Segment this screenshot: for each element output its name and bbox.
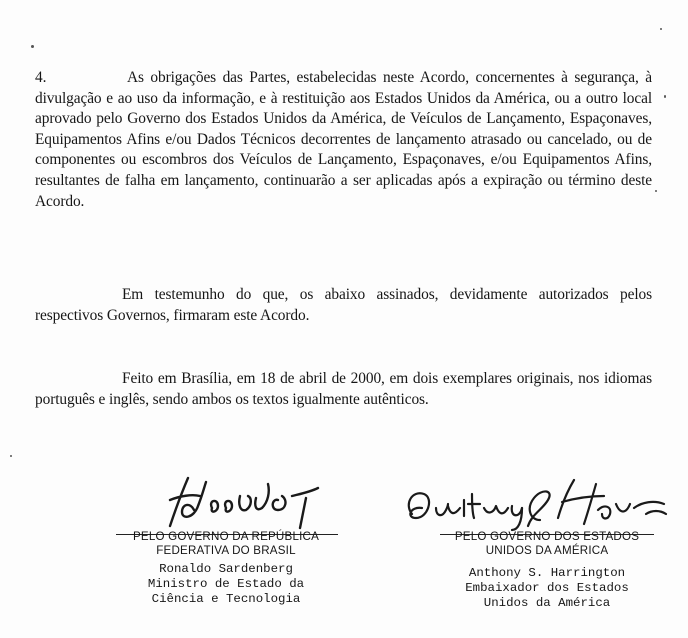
usa-signatory-name: Anthony S. Harrington [468, 566, 626, 580]
usa-signatory-title-line1: Embaixador dos Estados [465, 581, 629, 595]
signature-block [0, 470, 688, 630]
brazil-government-line1: PELO GOVERNO DA REPÚBLICA [132, 530, 320, 543]
brazil-signatory-title-line1: Ministro de Estado da [147, 577, 305, 591]
scan-speck [655, 190, 657, 192]
brazil-handwritten-signature [160, 470, 340, 532]
paragraph-4-text: As obrigações das Partes, estabelecidas neste Acordo, concernentes à segurança, à divulgação e ao uso da informação, e à restituição aos Estados Unidos da América, ou a outro local aprovado pelo Governo dos Estados Unidos da América, de Veículos de Lançamento, Espaçonaves, Equipamentos Afins e/ou Dados Técnicos decorrentes de lançamento atrasado ou cancelado, ou de componentes ou escombros dos Veículos de Lançamento, Espaçonaves, e/ou Equipamentos Afins, resultantes de falha em lançamento, continuarão a ser aplicadas após a expiração ou término deste Acordo. [35, 69, 652, 210]
scan-speck [660, 28, 662, 30]
paragraph-number: 4. [35, 69, 47, 86]
usa-handwritten-signature [398, 474, 668, 534]
scan-speck [31, 45, 34, 48]
brazil-signatory-title-line2: Ciência e Tecnologia [151, 592, 301, 606]
place-date-paragraph: Feito em Brasília, em 18 de abril de 2000, em dois exemplares originais, nos idiomas português e inglês, sendo ambos os textos igualmente autênticos. [35, 370, 652, 408]
usa-government-line2: UNIDOS DA AMÉRICA [485, 544, 609, 557]
brazil-signatory-name: Ronaldo Sardenberg [159, 562, 293, 576]
usa-signatory-title-line2: Unidos da América [483, 596, 611, 610]
testimony-paragraph: Em testemunho do que, os abaixo assinados, devidamente autorizados pelos respectivos Governos, firmaram este Acordo. [35, 286, 652, 324]
usa-government-line1: PELO GOVERNO DOS ESTADOS [454, 530, 640, 543]
scan-speck [10, 455, 12, 457]
brazil-government-line2: FEDERATIVA DO BRASIL [156, 544, 296, 557]
paragraph-4 [35, 68, 652, 212]
scan-speck [664, 95, 666, 98]
